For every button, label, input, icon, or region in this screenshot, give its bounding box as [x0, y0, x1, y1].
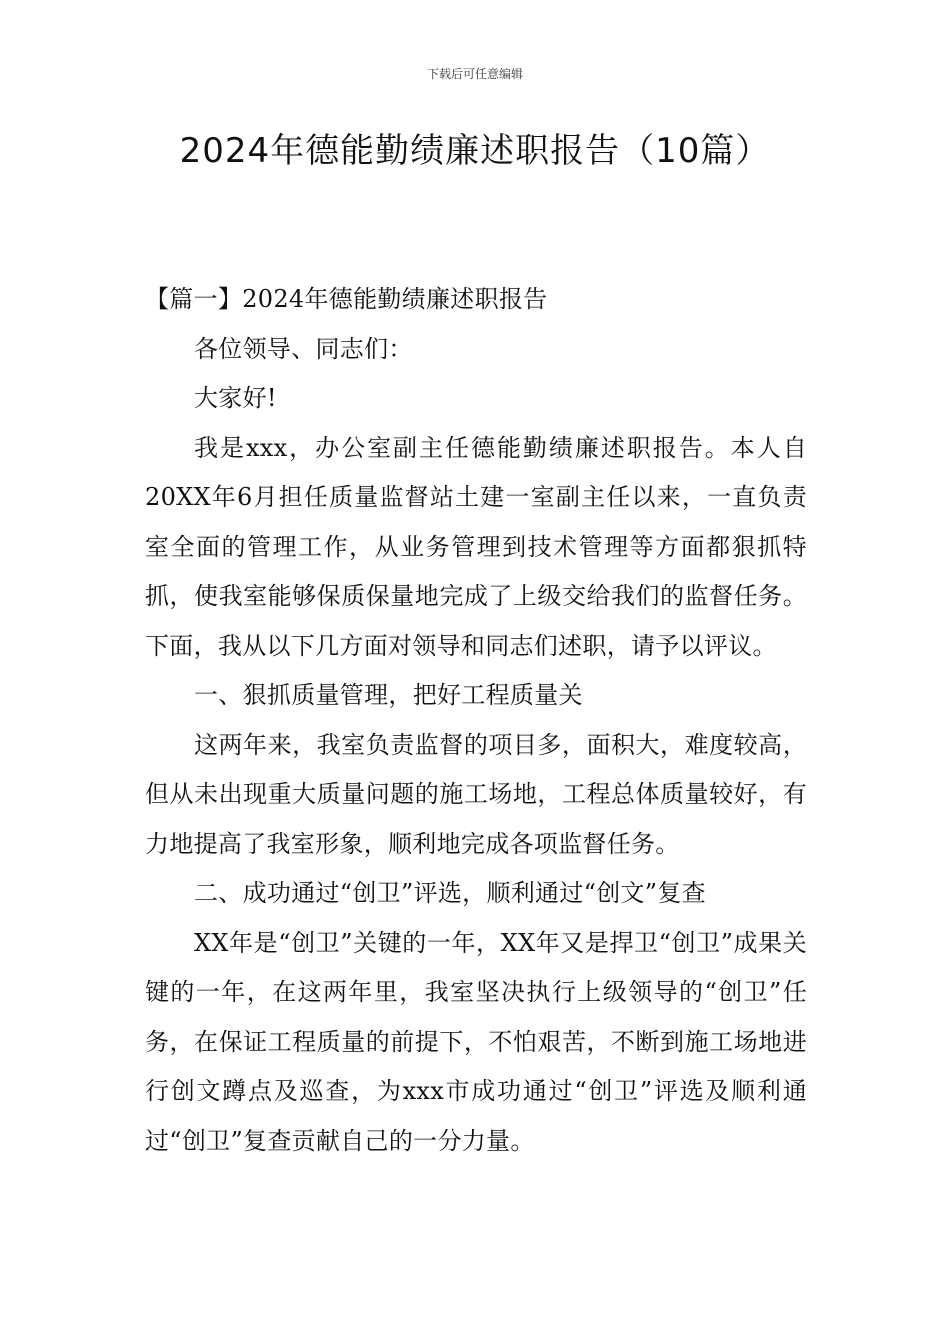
- subheading-one: 一、狠抓质量管理，把好工程质量关: [194, 681, 583, 709]
- body-paragraph-one: 这两年来，我室负责监督的项目多，面积大，难度较高，但从未出现重大质量问题的施工场地，工程总体质量较好，有力地提高了我室形象，顺利地完成各项监督任务。: [145, 730, 807, 858]
- intro-paragraph: 我是xxx，办公室副主任德能勤绩廉述职报告。本人自20XX年6月担任质量监督站土建一室副主任以来，一直负责室全面的管理工作，从业务管理到技术管理等方面都狠抓特抓，使我室能够保质保量地完成了上级交给我们的监督任务。下面，我从以下几方面对领导和同志们述职，请予以评议。: [145, 433, 807, 660]
- document-body: [145, 275, 807, 1166]
- document-title: 2024年德能勤绩廉述职报告（10篇）: [179, 131, 771, 171]
- salutation: 各位领导、同志们：: [194, 334, 413, 363]
- greeting: 大家好!: [194, 384, 277, 412]
- subheading-two: 二、成功通过“创卫”评选，顺利通过“创文”复查: [194, 879, 706, 907]
- section-heading: 【篇一】2024年德能勤绩廉述职报告: [145, 285, 548, 313]
- body-paragraph-two: XX年是“创卫”关键的一年，XX年又是捍卫“创卫”成果关键的一年，在这两年里，我室坚决执行上级领导的“创卫”任务，在保证工程质量的前提下，不怕艰苦，不断到施工场地进行创文蹲点及巡查，为xxx市成功通过“创卫”评选及顺利通过“创卫”复查贡献自己的一分力量。: [145, 928, 807, 1155]
- header-note: 下载后可任意编辑: [426, 67, 523, 81]
